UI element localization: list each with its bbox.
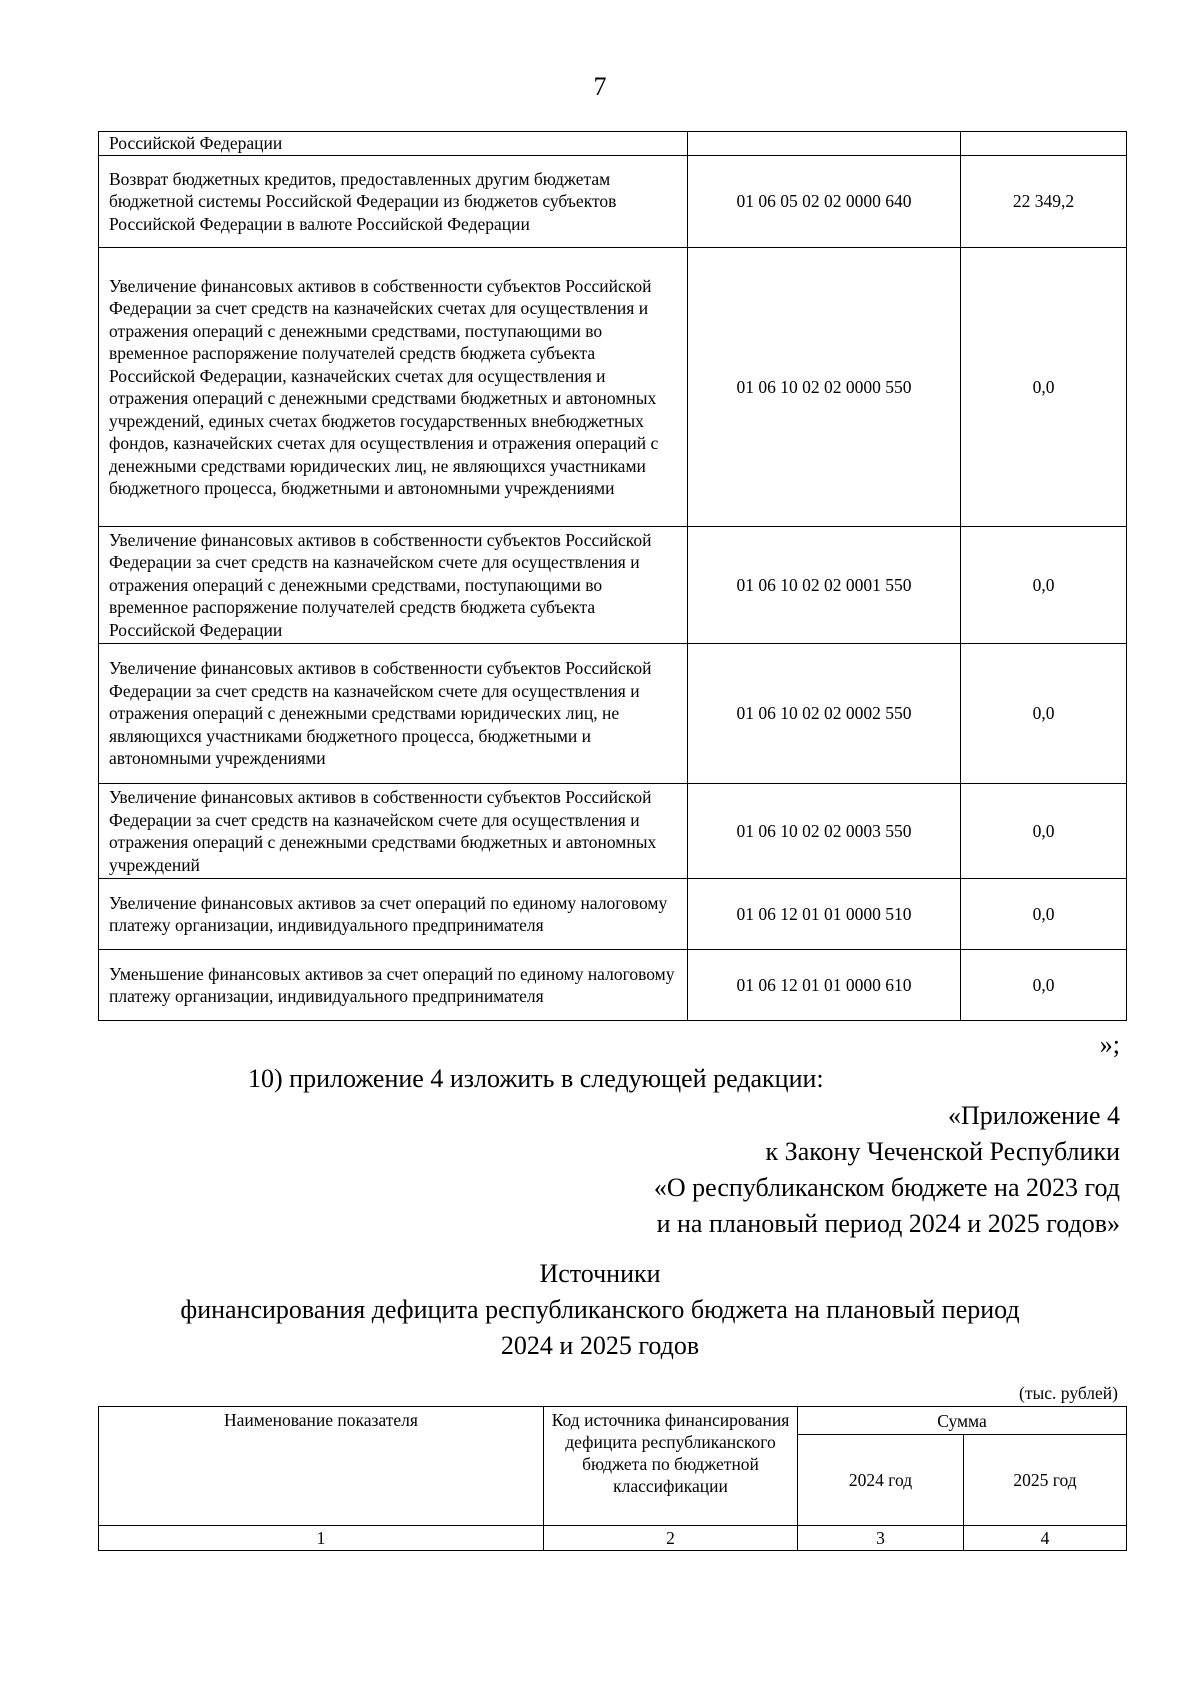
row-code: 01 06 10 02 02 0001 550 — [688, 527, 961, 644]
column-number: 1 — [99, 1526, 544, 1551]
row-amount: 0,0 — [961, 248, 1127, 527]
title-line: Источники — [539, 1259, 661, 1288]
page-number: 7 — [593, 72, 607, 101]
row-name: Увеличение финансовых активов в собственности субъектов Российской Федерации за счет средств на казначейском счете для осуществления и отражения операций с денежными средствами юридических лиц, не являющихся участниками бюджетного процесса, бюджетными и автономными учреждениями — [99, 644, 688, 784]
row-name: Увеличение финансовых активов за счет операций по единому налоговому платежу организации, индивидуального предпринимателя — [99, 879, 688, 950]
row-name: Российской Федерации — [99, 132, 688, 156]
title-line: 2024 и 2025 годов — [500, 1331, 700, 1360]
table-row — [99, 950, 1127, 1021]
header-code: Код источника финансирования дефицита республиканского бюджета по бюджетной классификации — [544, 1407, 798, 1526]
table-row — [99, 156, 1127, 248]
row-amount: 0,0 — [961, 644, 1127, 784]
row-code: 01 06 12 01 01 0000 510 — [688, 879, 961, 950]
row-name: Уменьшение финансовых активов за счет операций по единому налоговому платежу организации, индивидуального предпринимателя — [99, 950, 688, 1021]
row-code: 01 06 10 02 02 0002 550 — [688, 644, 961, 784]
row-amount: 0,0 — [961, 527, 1127, 644]
title-line: финансирования дефицита республиканского бюджета на плановый период — [180, 1295, 1020, 1324]
table-row — [99, 248, 1127, 527]
row-amount — [961, 132, 1127, 156]
header-row — [99, 1407, 1127, 1435]
row-amount: 0,0 — [961, 950, 1127, 1021]
row-name: Возврат бюджетных кредитов, предоставленных другим бюджетам бюджетной системы Российской Федерации из бюджетов субъектов Российской Федерации в валюте Российской Федерации — [99, 156, 688, 248]
table-row — [99, 644, 1127, 784]
row-amount: 0,0 — [961, 879, 1127, 950]
row-code: 01 06 10 02 02 0003 550 — [688, 784, 961, 879]
row-name: Увеличение финансовых активов в собственности субъектов Российской Федерации за счет средств на казначейском счете для осуществления и отражения операций с денежными средствами, поступающими во временное распоряжение получателей средств бюджета субъекта Российской Федерации — [99, 527, 688, 644]
units-label: (тыс. рублей) — [1019, 1383, 1118, 1403]
column-number: 3 — [798, 1526, 964, 1551]
header-name: Наименование показателя — [99, 1407, 544, 1526]
amendment-instruction: 10) приложение 4 изложить в следующей редакции: — [248, 1064, 824, 1093]
document-title — [0, 1256, 1200, 1364]
sources-table-header — [98, 1406, 1127, 1551]
appendix-line: «О республиканском бюджете на 2023 год — [653, 1173, 1120, 1202]
row-code: 01 06 12 01 01 0000 610 — [688, 950, 961, 1021]
row-code — [688, 132, 961, 156]
header-sum: Сумма — [798, 1407, 1127, 1435]
appendix-line: к Закону Чеченской Республики — [765, 1137, 1120, 1166]
row-amount: 0,0 — [961, 784, 1127, 879]
row-name: Увеличение финансовых активов в собственности субъектов Российской Федерации за счет средств на казначейском счете для осуществления и отражения операций с денежными средствами бюджетных и автономных учреждений — [99, 784, 688, 879]
row-code: 01 06 05 02 02 0000 640 — [688, 156, 961, 248]
row-name: Увеличение финансовых активов в собственности субъектов Российской Федерации за счет средств на казначейских счетах для осуществления и отражения операций с денежными средствами, поступающими во временное распоряжение получателей средств бюджета субъекта Российской Федерации, казначейских счетах для осуществления и отражения операций с денежными средствами бюджетных и автономных учреждений, единых счетах бюджетов государственных внебюджетных фондов, казначейских счетах для осуществления и отражения операций с денежными средствами юридических лиц, не являющихся участниками бюджетного процесса, бюджетными и автономными учреждениями — [99, 248, 688, 527]
header-2024: 2024 год — [798, 1435, 964, 1526]
column-number: 2 — [544, 1526, 798, 1551]
appendix-header — [654, 1098, 1120, 1242]
appendix-line: и на плановый период 2024 и 2025 годов» — [656, 1209, 1120, 1238]
appendix-line: «Приложение 4 — [947, 1101, 1120, 1130]
column-number-row — [99, 1526, 1127, 1551]
row-code: 01 06 10 02 02 0000 550 — [688, 248, 961, 527]
table-row — [99, 132, 1127, 156]
closing-quote: »; — [1099, 1030, 1120, 1059]
header-2025: 2025 год — [964, 1435, 1127, 1526]
table-row — [99, 784, 1127, 879]
table-row — [99, 879, 1127, 950]
table-row — [99, 527, 1127, 644]
row-amount: 22 349,2 — [961, 156, 1127, 248]
sources-table-continued — [98, 131, 1127, 1021]
column-number: 4 — [964, 1526, 1127, 1551]
